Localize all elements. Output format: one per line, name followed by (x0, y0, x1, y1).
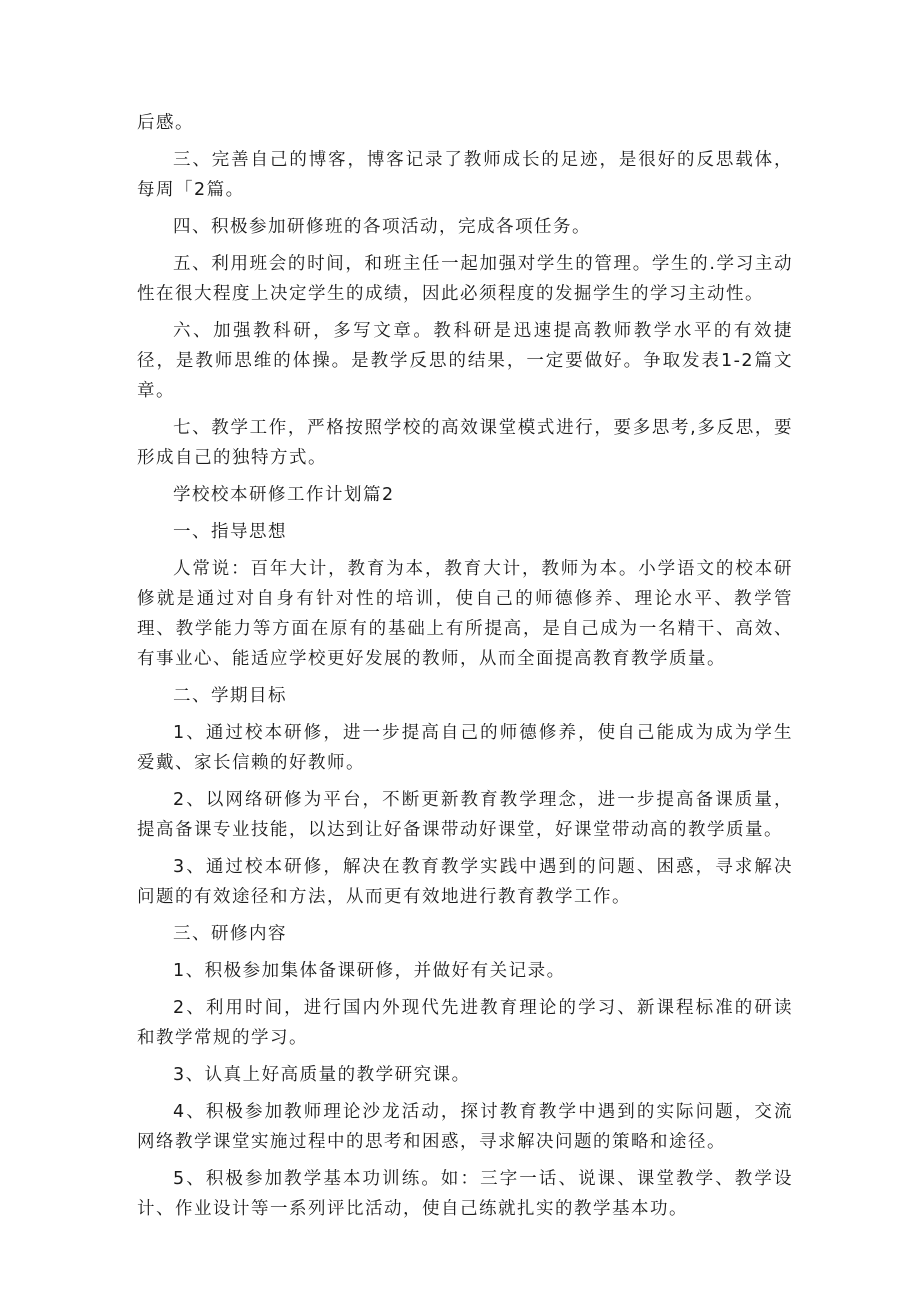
goal-item-3: 3、通过校本研修，解决在教育教学实践中遇到的问题、困惑，寻求解决问题的有效途径和方法，从而更有效地进行教育教学工作。 (137, 857, 793, 907)
section-title: 学校校本研修工作计划篇2 (173, 485, 395, 505)
content-item-3: 3、认真上好高质量的教学研究课。 (173, 1065, 471, 1085)
paragraph-item-four: 四、积极参加研修班的各项活动，完成各项任务。 (173, 217, 591, 237)
document-body (137, 108, 793, 1231)
paragraph-item-six: 六、加强教科研，多写文章。教科研是迅速提高教师教学水平的有效捷径，是教师思维的体操。是教学反思的结果，一定要做好。争取发表1-2篇文章。 (137, 321, 793, 401)
content-item-4: 4、积极参加教师理论沙龙活动，探讨教育教学中遇到的实际问题，交流网络教学课堂实施过程中的思考和困惑，寻求解决问题的策略和途径。 (137, 1102, 793, 1152)
goal-item-1: 1、通过校本研修，进一步提高自己的师德修养，使自己能成为成为学生爱戴、家长信赖的好教师。 (137, 723, 793, 773)
paragraph-item-three: 三、完善自己的博客，博客记录了教师成长的足迹，是很好的反思载体，每周「2篇。 (137, 150, 793, 200)
content-item-5: 5、积极参加教学基本功训练。如：三字一话、说课、课堂教学、教学设计、作业设计等一系列评比活动，使自己练就扎实的教学基本功。 (137, 1169, 793, 1219)
heading-semester-goals: 二、学期目标 (173, 686, 287, 706)
paragraph-item-five: 五、利用班会的时间，和班主任一起加强对学生的管理。学生的.学习主动性在很大程度上决定学生的成绩，因此必须程度的发掘学生的学习主动性。 (137, 254, 793, 304)
paragraph-continuation: 后感。 (137, 113, 194, 133)
goal-item-2: 2、以网络研修为平台，不断更新教育教学理念，进一步提高备课质量，提高备课专业技能，以达到让好备课带动好课堂，好课堂带动高的教学质量。 (137, 790, 793, 840)
heading-guiding-thought: 一、指导思想 (173, 522, 287, 542)
content-item-2: 2、利用时间，进行国内外现代先进教育理论的学习、新课程标准的研读和教学常规的学习。 (137, 998, 793, 1048)
heading-study-content: 三、研修内容 (173, 924, 287, 944)
paragraph-guiding-thought: 人常说：百年大计，教育为本，教育大计，教师为本。小学语文的校本研修就是通过对自身有针对性的培训，使自己的师德修养、理论水平、教学管理、教学能力等方面在原有的基础上有所提高，是自己成为一名精干、高效、有事业心、能适应学校更好发展的教师，从而全面提高教育教学质量。 (137, 559, 793, 669)
content-item-1: 1、积极参加集体备课研修，并做好有关记录。 (173, 961, 566, 981)
paragraph-item-seven: 七、教学工作，严格按照学校的高效课堂模式进行，要多思考,多反思，要形成自己的独特方式。 (137, 418, 793, 468)
